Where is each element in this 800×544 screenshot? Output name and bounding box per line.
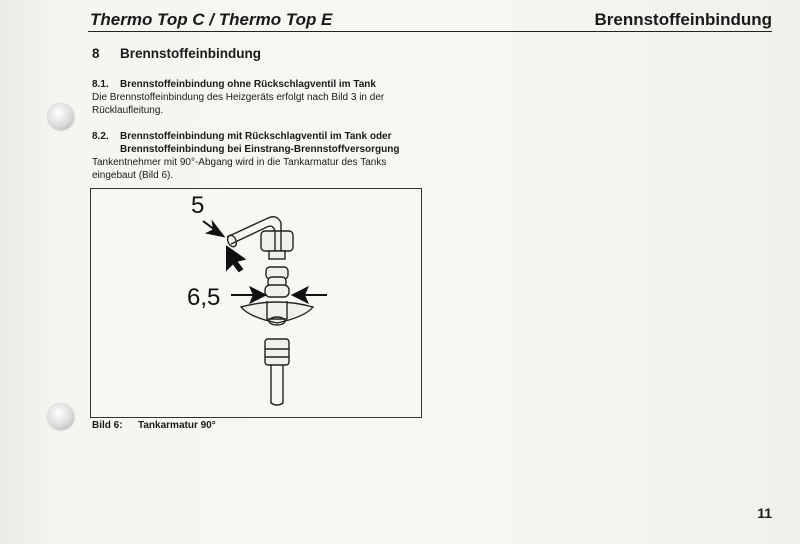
subsection-heading <box>92 78 422 91</box>
figure-tank-fitting <box>90 188 422 418</box>
figure-caption <box>92 420 216 431</box>
subsection-number: 8.1. <box>92 79 109 90</box>
subsection-8-2 <box>92 130 422 182</box>
header-section-title: Brennstoffeinbindung <box>594 10 772 29</box>
seal-ring <box>265 285 289 297</box>
arrow-right <box>251 288 265 302</box>
flange <box>241 302 313 323</box>
arrow-callout-5 <box>208 223 223 236</box>
page-number: 11 <box>757 505 772 521</box>
union-nut <box>261 231 293 251</box>
section-heading <box>92 46 261 61</box>
callout-5: 5 <box>191 192 205 219</box>
lower-nut <box>265 339 289 365</box>
figure-label: Bild 6: <box>92 420 123 431</box>
figure-caption-text: Tankarmatur 90° <box>138 420 216 431</box>
punch-hole-bottom <box>48 404 74 430</box>
suction-tube <box>271 365 283 405</box>
section-title: Brennstoffeinbindung <box>120 46 261 61</box>
arrow-left <box>293 288 307 302</box>
header-title: Thermo Top C / Thermo Top E <box>90 10 333 29</box>
callout-6-5: 6,5 <box>187 284 221 311</box>
tank-fitting-illustration <box>91 189 421 417</box>
section-number: 8 <box>92 46 100 61</box>
subsection-heading <box>92 130 422 156</box>
header-divider <box>88 31 772 32</box>
subsection-title: Brennstoffeinbindung ohne Rückschlagventil im Tank <box>120 79 376 90</box>
pointer-arrow <box>227 247 244 271</box>
subsection-number: 8.2. <box>92 131 109 142</box>
subsection-body: Tankentnehmer mit 90°-Abgang wird in die Tankarmatur des Tanks eingebaut (Bild 6). <box>92 157 387 181</box>
subsection-title: Brennstoffeinbindung mit Rückschlagventil im Tank oder Brennstoffeinbindung bei Einstrang-Brennstoffversorgung <box>120 131 400 155</box>
subsection-body: Die Brennstoffeinbindung des Heizgeräts erfolgt nach Bild 3 in der Rücklaufleitung. <box>92 92 385 116</box>
punch-hole-top <box>48 104 74 130</box>
subsection-8-1 <box>92 78 422 117</box>
